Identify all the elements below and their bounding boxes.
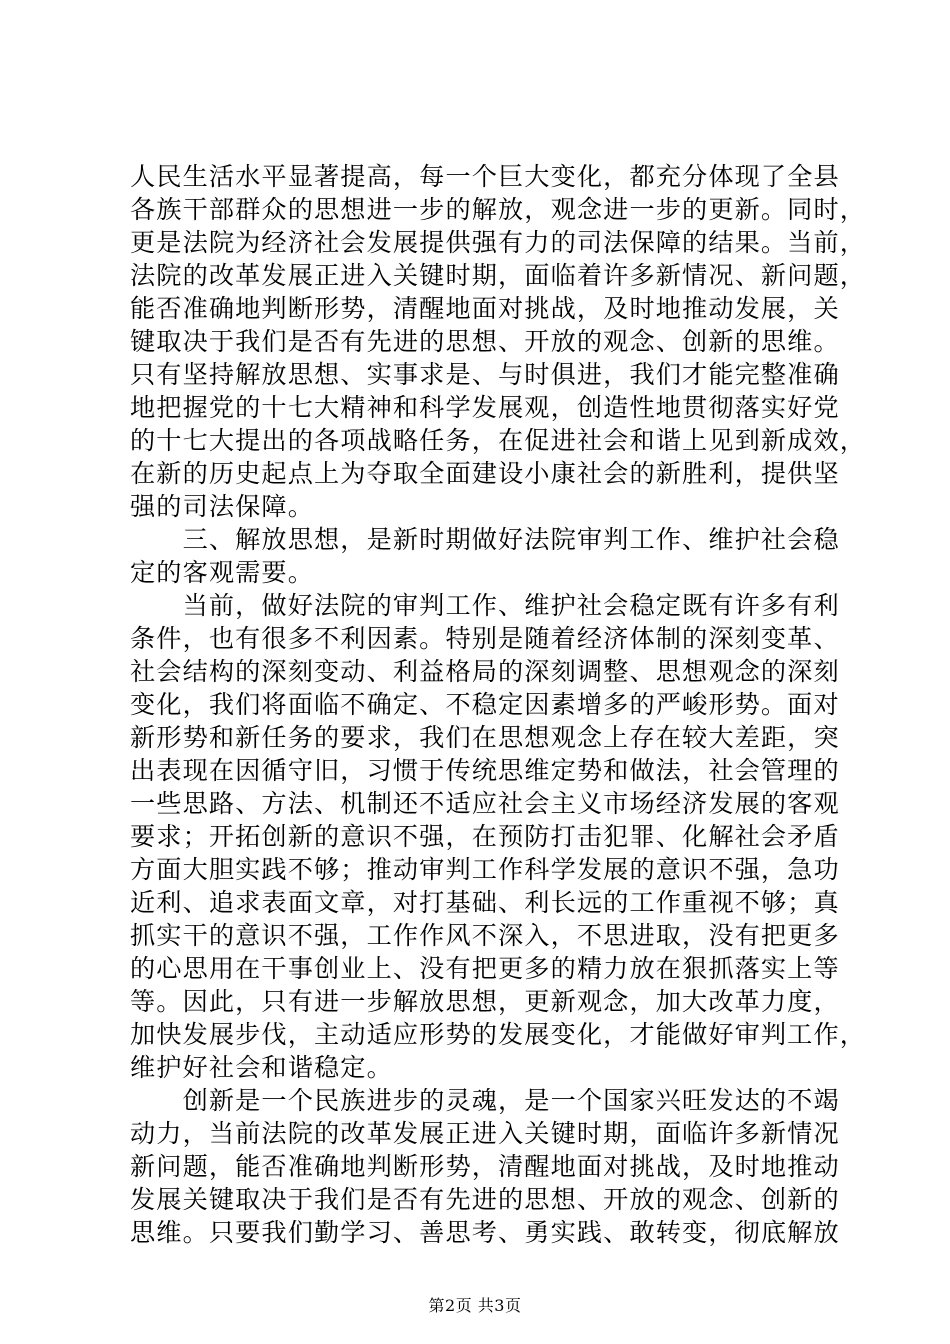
text-line: 的十七大提出的各项战略任务，在促进社会和谐上见到新成效， bbox=[130, 426, 867, 455]
text-line: 各族干部群众的思想进一步的解放，观念进一步的更新。同时， bbox=[130, 195, 867, 224]
text-line: 键取决于我们是否有先进的思想、开放的观念、创新的思维。 bbox=[130, 327, 840, 356]
text-line: 创新是一个民族进步的灵魂，是一个国家兴旺发达的不竭 bbox=[130, 1086, 840, 1115]
text-line: 条件，也有很多不利因素。特别是随着经济体制的深刻变革、 bbox=[130, 624, 840, 653]
text-line: 方面大胆实践不够；推动审判工作科学发展的意识不强，急功 bbox=[130, 855, 840, 884]
text-line: 三、解放思想，是新时期做好法院审判工作、维护社会稳 bbox=[130, 525, 840, 554]
text-line: 在新的历史起点上为夺取全面建设小康社会的新胜利，提供坚 bbox=[130, 459, 840, 488]
text-line: 思维。只要我们勤学习、善思考、勇实践、敢转变，彻底解放 bbox=[130, 1218, 840, 1247]
text-line: 抓实干的意识不强，工作作风不深入，不思进取，没有把更多 bbox=[130, 921, 840, 950]
text-line: 社会结构的深刻变动、利益格局的深刻调整、思想观念的深刻 bbox=[130, 657, 840, 686]
text-line: 一些思路、方法、机制还不适应社会主义市场经济发展的客观 bbox=[130, 789, 840, 818]
text-line: 人民生活水平显著提高，每一个巨大变化，都充分体现了全县 bbox=[130, 162, 840, 191]
text-line: 定的客观需要。 bbox=[130, 558, 315, 587]
text-line: 强的司法保障。 bbox=[130, 492, 315, 521]
text-line: 能否准确地判断形势，清醒地面对挑战，及时地推动发展，关 bbox=[130, 294, 840, 323]
text-line: 新问题，能否准确地判断形势，清醒地面对挑战，及时地推动 bbox=[130, 1152, 840, 1181]
text-line: 动力，当前法院的改革发展正进入关键时期，面临许多新情况 bbox=[130, 1119, 840, 1148]
body-text bbox=[130, 160, 867, 1249]
text-line: 出表现在因循守旧，习惯于传统思维定势和做法，社会管理的 bbox=[130, 756, 840, 785]
text-line: 等。因此，只有进一步解放思想，更新观念，加大改革力度， bbox=[130, 987, 840, 1016]
text-line: 只有坚持解放思想、实事求是、与时俱进，我们才能完整准确 bbox=[130, 360, 840, 389]
text-line: 发展关键取决于我们是否有先进的思想、开放的观念、创新的 bbox=[130, 1185, 840, 1214]
text-line: 法院的改革发展正进入关键时期，面临着许多新情况、新问题， bbox=[130, 261, 867, 290]
text-line: 变化，我们将面临不确定、不稳定因素增多的严峻形势。面对 bbox=[130, 690, 840, 719]
text-line: 更是法院为经济社会发展提供强有力的司法保障的结果。当前， bbox=[130, 228, 867, 257]
text-line: 的心思用在干事创业上、没有把更多的精力放在狠抓落实上等 bbox=[130, 954, 840, 983]
text-line: 当前，做好法院的审判工作、维护社会稳定既有许多有利 bbox=[130, 591, 840, 620]
text-line: 要求；开拓创新的意识不强，在预防打击犯罪、化解社会矛盾 bbox=[130, 822, 840, 851]
page-footer: 第2页 共3页 bbox=[428, 1296, 522, 1315]
text-line: 地把握党的十七大精神和科学发展观，创造性地贯彻落实好党 bbox=[130, 393, 840, 422]
text-line: 新形势和新任务的要求，我们在思想观念上存在较大差距，突 bbox=[130, 723, 840, 752]
text-line: 维护好社会和谐稳定。 bbox=[130, 1053, 393, 1082]
text-line: 近利、追求表面文章，对打基础、利长远的工作重视不够；真 bbox=[130, 888, 840, 917]
text-line: 加快发展步伐，主动适应形势的发展变化，才能做好审判工作， bbox=[130, 1020, 867, 1049]
